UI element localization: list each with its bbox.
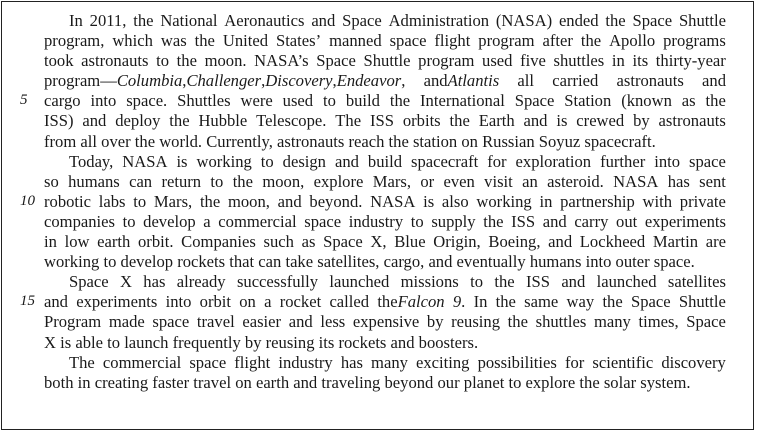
word: launched bbox=[329, 272, 390, 292]
word: flight bbox=[234, 352, 271, 372]
passage-line bbox=[44, 272, 726, 292]
word: the bbox=[169, 111, 190, 131]
word: has bbox=[143, 272, 166, 292]
word: explore bbox=[313, 171, 364, 191]
word: world. bbox=[159, 131, 203, 151]
word: eventually bbox=[456, 252, 526, 272]
word: further bbox=[600, 151, 646, 171]
word: in bbox=[77, 372, 91, 392]
word: to bbox=[322, 91, 336, 111]
word: labs bbox=[98, 191, 126, 211]
word: andAtlantis bbox=[423, 71, 500, 91]
word: even bbox=[443, 171, 475, 191]
word: space bbox=[389, 31, 427, 51]
word: launch bbox=[124, 332, 169, 352]
word: has bbox=[340, 352, 363, 372]
word: travel bbox=[193, 372, 232, 392]
word: out bbox=[616, 211, 638, 231]
word: many bbox=[593, 312, 631, 332]
word: times, bbox=[638, 312, 679, 332]
word: way bbox=[566, 292, 595, 312]
word: moon, bbox=[262, 171, 305, 191]
word: space bbox=[152, 312, 190, 332]
word: commercial bbox=[102, 352, 182, 372]
line-number: 15 bbox=[20, 293, 35, 310]
word: and bbox=[390, 332, 415, 352]
word: both bbox=[44, 372, 74, 392]
word: into bbox=[585, 252, 612, 272]
word: already bbox=[176, 272, 226, 292]
passage-line bbox=[44, 333, 726, 353]
word: Space bbox=[323, 232, 363, 252]
word: carried bbox=[552, 71, 599, 91]
word: travel bbox=[196, 312, 235, 332]
passage-line bbox=[44, 192, 726, 212]
word: which bbox=[112, 31, 153, 51]
word: humans bbox=[529, 252, 582, 272]
word: as bbox=[681, 91, 696, 111]
word: visit bbox=[484, 171, 513, 191]
word: satellites bbox=[667, 272, 726, 292]
word: so bbox=[44, 171, 59, 191]
word: astronauts bbox=[277, 131, 345, 151]
word: theFalcon bbox=[377, 292, 445, 312]
word: deploy bbox=[115, 111, 161, 131]
word: ISS bbox=[511, 211, 536, 231]
word: Space bbox=[69, 272, 109, 292]
word: carry bbox=[574, 211, 609, 231]
word: Mars, bbox=[153, 191, 193, 211]
word: was bbox=[160, 31, 187, 51]
word: for bbox=[564, 352, 585, 372]
word: and bbox=[523, 111, 548, 131]
word: in bbox=[539, 191, 553, 211]
word: orbit bbox=[199, 292, 231, 312]
word: moon. bbox=[204, 51, 247, 71]
word: has bbox=[667, 171, 690, 191]
word: on bbox=[239, 292, 256, 312]
word: earth bbox=[97, 232, 131, 252]
word: the bbox=[495, 292, 516, 312]
word: NASA’s bbox=[254, 51, 309, 71]
word: with bbox=[642, 191, 673, 211]
word: frequently bbox=[172, 332, 241, 352]
word: working bbox=[196, 151, 252, 171]
word: private bbox=[679, 191, 726, 211]
word: astronauts bbox=[81, 51, 149, 71]
word: Space bbox=[316, 51, 356, 71]
word: by bbox=[633, 111, 650, 131]
word: NASA bbox=[122, 151, 168, 171]
passage-line bbox=[44, 353, 726, 373]
word: Soyuz bbox=[538, 131, 581, 151]
word: into bbox=[654, 151, 681, 171]
passage-line bbox=[44, 252, 726, 272]
passage-line bbox=[44, 51, 726, 71]
word: the bbox=[507, 312, 528, 332]
word: Space bbox=[630, 292, 671, 312]
word: also bbox=[441, 191, 469, 211]
passage-line bbox=[44, 152, 726, 172]
word: faster bbox=[152, 372, 190, 392]
word: a bbox=[264, 292, 272, 312]
word: can bbox=[129, 171, 153, 191]
word: rocket bbox=[279, 292, 322, 312]
word: possibilities bbox=[477, 352, 557, 372]
word: after bbox=[542, 31, 573, 51]
passage-line bbox=[44, 373, 726, 393]
word: develop bbox=[143, 211, 196, 231]
word: five bbox=[520, 51, 546, 71]
word: solar bbox=[603, 372, 637, 392]
word: Martin bbox=[652, 232, 699, 252]
word: Mars, bbox=[372, 171, 411, 191]
word: the bbox=[580, 31, 602, 51]
word: the bbox=[388, 131, 409, 151]
word: Telescope. bbox=[256, 111, 327, 131]
word: In bbox=[69, 11, 83, 30]
word: program, bbox=[44, 31, 105, 51]
word: and bbox=[334, 151, 359, 171]
word: is bbox=[556, 111, 568, 131]
word: missions bbox=[400, 272, 459, 292]
word: and bbox=[44, 292, 68, 312]
word: in bbox=[611, 51, 625, 71]
word: Lockheed bbox=[579, 232, 646, 252]
word: such bbox=[263, 232, 294, 252]
word: Space bbox=[632, 11, 673, 30]
word: build bbox=[345, 91, 380, 111]
word: the bbox=[579, 372, 600, 392]
word: Blue bbox=[394, 232, 426, 252]
word: exploration bbox=[515, 151, 592, 171]
word: build bbox=[367, 151, 403, 171]
word: rockets bbox=[338, 332, 387, 352]
passage-line bbox=[44, 212, 726, 232]
word: took bbox=[44, 51, 74, 71]
word: humans bbox=[68, 171, 120, 191]
word: the bbox=[602, 292, 623, 312]
word: companies bbox=[44, 211, 115, 231]
word: used bbox=[482, 51, 513, 71]
word: 9. bbox=[452, 292, 466, 312]
word: for bbox=[487, 151, 507, 171]
word: station bbox=[412, 131, 458, 151]
word: United bbox=[222, 31, 269, 51]
word: commercial bbox=[218, 211, 297, 231]
word: the bbox=[199, 191, 221, 211]
word: experiments bbox=[644, 211, 726, 231]
word: Currently, bbox=[206, 131, 273, 151]
word: shuttles bbox=[553, 51, 605, 71]
word: In bbox=[473, 292, 488, 312]
word: are bbox=[705, 232, 726, 252]
word: X bbox=[44, 332, 56, 352]
word: able bbox=[75, 332, 103, 352]
word: called bbox=[329, 292, 370, 312]
word: and bbox=[82, 111, 107, 131]
word: and bbox=[561, 272, 586, 292]
word: space. bbox=[653, 252, 695, 272]
passage-line bbox=[44, 11, 726, 31]
word: satellites, bbox=[317, 252, 380, 272]
word: all bbox=[80, 131, 97, 151]
word: Hubble bbox=[198, 111, 248, 131]
word: robotic bbox=[44, 191, 92, 211]
word: its bbox=[318, 332, 335, 352]
word: from bbox=[44, 131, 77, 151]
word: the bbox=[449, 111, 470, 131]
word: discovery bbox=[661, 352, 726, 372]
word: reach bbox=[348, 131, 385, 151]
passage-line bbox=[44, 91, 726, 111]
word: Today, bbox=[69, 151, 114, 171]
word: space. bbox=[126, 91, 168, 111]
word: NASA bbox=[370, 191, 416, 211]
word: NASA bbox=[613, 171, 659, 191]
passage-line bbox=[44, 292, 726, 312]
word: space bbox=[304, 211, 342, 231]
word: and bbox=[702, 71, 726, 91]
word: to bbox=[410, 211, 424, 231]
word: expensive bbox=[352, 312, 420, 332]
word: low bbox=[64, 232, 90, 252]
word: and bbox=[542, 211, 567, 231]
word: Shuttles bbox=[177, 91, 231, 111]
word: rockets bbox=[177, 252, 226, 272]
word: the bbox=[232, 171, 253, 191]
word: cargo, bbox=[383, 252, 425, 272]
word: the bbox=[605, 11, 626, 30]
word: our bbox=[437, 372, 460, 392]
word: an bbox=[522, 171, 538, 191]
word: astronauts bbox=[658, 111, 726, 131]
line-number: 5 bbox=[20, 92, 28, 109]
word: and bbox=[293, 372, 318, 392]
word: industry bbox=[348, 211, 404, 231]
word: system. bbox=[640, 372, 691, 392]
word: on bbox=[235, 372, 252, 392]
word: in bbox=[44, 232, 57, 252]
word: develop bbox=[120, 252, 174, 272]
word: explore bbox=[525, 372, 576, 392]
word: reusing bbox=[451, 312, 501, 332]
word: creating bbox=[94, 372, 149, 392]
word: X bbox=[119, 272, 132, 292]
word: orbit. bbox=[138, 232, 174, 252]
word: and bbox=[311, 11, 336, 30]
word: Shuttle bbox=[678, 292, 726, 312]
word: spacecraft. bbox=[584, 131, 656, 151]
word: Program bbox=[44, 312, 102, 332]
word: Boeing, bbox=[488, 232, 541, 252]
word: working bbox=[44, 252, 100, 272]
passage-line bbox=[44, 312, 726, 332]
word: Shuttle bbox=[678, 11, 726, 30]
word: the bbox=[483, 211, 504, 231]
word: program—Columbia,Challenger,Discovery,Endeavor, bbox=[44, 71, 406, 91]
word: take bbox=[285, 252, 314, 272]
word: Aeronautics bbox=[224, 11, 305, 30]
word: the bbox=[133, 11, 154, 30]
word: Administration bbox=[388, 11, 490, 30]
word: Apollo bbox=[609, 31, 656, 51]
word: less bbox=[320, 312, 346, 332]
word: many bbox=[371, 352, 408, 372]
word: program bbox=[478, 31, 535, 51]
word: reusing bbox=[265, 332, 315, 352]
passage-line bbox=[44, 232, 726, 252]
word: Space bbox=[342, 11, 382, 30]
passage-line bbox=[44, 71, 726, 91]
word: The bbox=[69, 352, 95, 372]
word: and bbox=[428, 252, 453, 272]
word: on bbox=[461, 131, 478, 151]
word: Space bbox=[686, 312, 726, 332]
word: Shuttle bbox=[363, 51, 411, 71]
passage-frame bbox=[1, 1, 754, 430]
word: Companies bbox=[181, 232, 256, 252]
word: cargo bbox=[44, 91, 81, 111]
word: (known bbox=[621, 91, 672, 111]
word: shuttles bbox=[535, 312, 587, 332]
word: the bbox=[389, 91, 411, 111]
word: industry bbox=[278, 352, 333, 372]
word: program bbox=[418, 51, 475, 71]
word: to bbox=[470, 272, 484, 292]
word: space bbox=[189, 352, 227, 372]
word: by bbox=[244, 332, 262, 352]
word: were bbox=[240, 91, 273, 111]
word: into bbox=[90, 91, 117, 111]
word: into bbox=[165, 292, 192, 312]
word: planet bbox=[463, 372, 505, 392]
word: Station bbox=[564, 91, 612, 111]
reading-passage bbox=[44, 11, 726, 393]
word: traveling bbox=[321, 372, 381, 392]
word: earth bbox=[255, 372, 290, 392]
word: Origin, bbox=[433, 232, 481, 252]
word: boosters. bbox=[418, 332, 479, 352]
word: supply bbox=[431, 211, 476, 231]
word: all bbox=[517, 71, 535, 91]
word: The bbox=[335, 111, 362, 131]
word: the bbox=[194, 31, 215, 51]
word: by bbox=[426, 312, 444, 332]
word: spacecraft bbox=[410, 151, 479, 171]
word: the bbox=[494, 272, 515, 292]
word: crewed bbox=[576, 111, 625, 131]
word: States’ bbox=[275, 31, 322, 51]
word: is bbox=[423, 191, 435, 211]
word: beyond bbox=[384, 372, 434, 392]
word: X, bbox=[370, 232, 387, 252]
word: to bbox=[107, 332, 121, 352]
word: can bbox=[258, 252, 282, 272]
word: thirty-year bbox=[655, 51, 726, 71]
word: moon, bbox=[227, 191, 270, 211]
word: orbits bbox=[402, 111, 441, 131]
word: launched bbox=[596, 272, 657, 292]
word: as bbox=[301, 232, 316, 252]
word: outer bbox=[615, 252, 650, 272]
word: and bbox=[548, 232, 573, 252]
word: space bbox=[689, 151, 726, 171]
word: astronauts bbox=[616, 71, 684, 91]
word: used bbox=[282, 91, 314, 111]
passage-line bbox=[44, 31, 726, 51]
line-number: 10 bbox=[20, 192, 35, 209]
word: is bbox=[60, 332, 72, 352]
word: the bbox=[176, 51, 197, 71]
word: to bbox=[260, 151, 274, 171]
word: ISS) bbox=[44, 111, 74, 131]
word: 2011, bbox=[89, 11, 127, 30]
word: or bbox=[420, 171, 435, 191]
passage-line bbox=[44, 111, 726, 131]
word: sent bbox=[699, 171, 726, 191]
word: return bbox=[161, 171, 202, 191]
word: experiments bbox=[76, 292, 158, 312]
word: to bbox=[103, 252, 117, 272]
word: and bbox=[288, 312, 313, 332]
word: flight bbox=[434, 31, 471, 51]
word: to bbox=[508, 372, 522, 392]
word: beyond. bbox=[309, 191, 363, 211]
word: made bbox=[108, 312, 145, 332]
word: same bbox=[524, 292, 559, 312]
word: that bbox=[229, 252, 255, 272]
word: partnership bbox=[560, 191, 635, 211]
word: National bbox=[160, 11, 218, 30]
word: scientific bbox=[592, 352, 654, 372]
word: working bbox=[476, 191, 532, 211]
word: easier bbox=[242, 312, 282, 332]
word: design bbox=[282, 151, 326, 171]
passage-line bbox=[44, 172, 726, 192]
word: a bbox=[203, 211, 211, 231]
word: to bbox=[122, 211, 136, 231]
word: and bbox=[277, 191, 302, 211]
word: programs bbox=[663, 31, 726, 51]
word: ISS bbox=[525, 272, 550, 292]
word: International bbox=[420, 91, 505, 111]
word: to bbox=[133, 191, 147, 211]
word: to bbox=[156, 51, 170, 71]
word: the bbox=[705, 91, 726, 111]
word: is bbox=[176, 151, 188, 171]
word: asteroid. bbox=[547, 171, 604, 191]
word: ISS bbox=[369, 111, 394, 131]
word: Space bbox=[514, 91, 555, 111]
word: successfully bbox=[236, 272, 319, 292]
word: (NASA) bbox=[495, 11, 553, 30]
word: over bbox=[101, 131, 131, 151]
word: the bbox=[134, 131, 156, 151]
word: to bbox=[210, 171, 224, 191]
word: ended bbox=[558, 11, 599, 30]
word: Earth bbox=[478, 111, 515, 131]
word: its bbox=[632, 51, 649, 71]
passage-line bbox=[44, 132, 726, 152]
word: exciting bbox=[416, 352, 470, 372]
word: manned bbox=[329, 31, 382, 51]
word: Russian bbox=[482, 131, 535, 151]
